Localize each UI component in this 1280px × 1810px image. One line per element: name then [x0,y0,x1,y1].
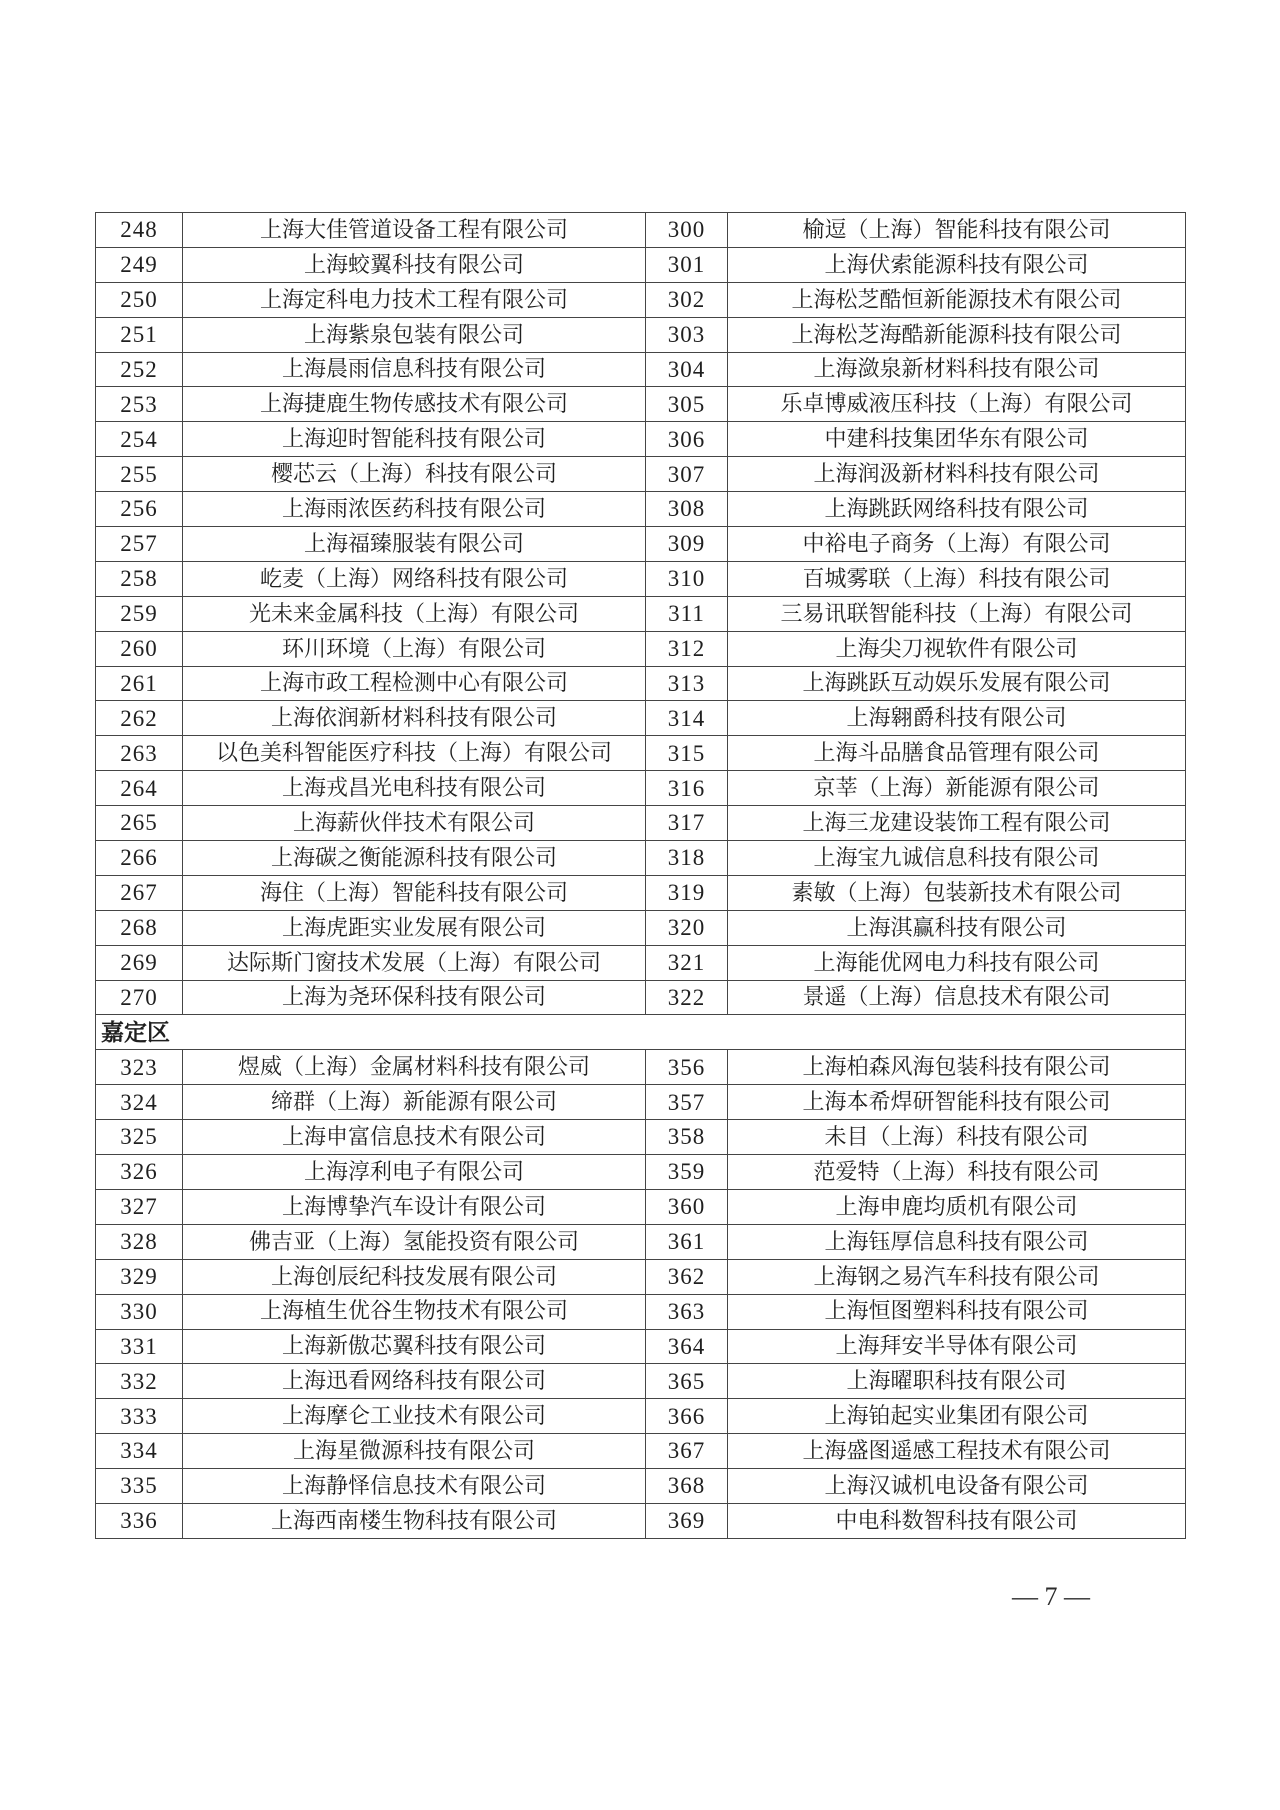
table-row [96,631,1186,666]
table-row [96,1155,1186,1190]
row-number-cell: 312 [646,631,728,666]
row-number-cell: 360 [646,1189,728,1224]
company-name-cell: 京莘（上海）新能源有限公司 [728,771,1186,806]
table-row [96,387,1186,422]
row-number-cell: 270 [96,980,183,1015]
table-row [96,1189,1186,1224]
table-row [96,1399,1186,1434]
row-number-cell: 335 [96,1469,183,1504]
table-row [96,875,1186,910]
company-name-cell: 上海创辰纪科技发展有限公司 [183,1259,646,1294]
table-row [96,1120,1186,1155]
row-number-cell: 307 [646,457,728,492]
row-number-cell: 365 [646,1364,728,1399]
row-number-cell: 330 [96,1294,183,1329]
company-name-cell: 上海福臻服装有限公司 [183,527,646,562]
company-name-cell: 上海摩仑工业技术有限公司 [183,1399,646,1434]
table-row [96,213,1186,248]
company-name-cell: 中裕电子商务（上海）有限公司 [728,527,1186,562]
company-name-cell: 上海市政工程检测中心有限公司 [183,666,646,701]
company-name-cell: 乐卓博威液压科技（上海）有限公司 [728,387,1186,422]
company-name-cell: 榆逗（上海）智能科技有限公司 [728,213,1186,248]
company-name-cell: 樱芯云（上海）科技有限公司 [183,457,646,492]
table-row [96,945,1186,980]
row-number-cell: 336 [96,1503,183,1538]
table-row [96,596,1186,631]
row-number-cell: 334 [96,1434,183,1469]
company-name-cell: 屹麦（上海）网络科技有限公司 [183,561,646,596]
row-number-cell: 316 [646,771,728,806]
row-number-cell: 329 [96,1259,183,1294]
row-number-cell: 253 [96,387,183,422]
row-number-cell: 310 [646,561,728,596]
table-row [96,1224,1186,1259]
page-number: — 7 — [1012,1582,1090,1611]
row-number-cell: 325 [96,1120,183,1155]
company-table [95,212,1186,1539]
company-name-cell: 上海定科电力技术工程有限公司 [183,282,646,317]
company-name-cell: 上海薪伙伴技术有限公司 [183,806,646,841]
table-row [96,457,1186,492]
table-row [96,492,1186,527]
row-number-cell: 315 [646,736,728,771]
company-name-cell: 上海为尧环保科技有限公司 [183,980,646,1015]
table-row [96,841,1186,876]
row-number-cell: 314 [646,701,728,736]
company-name-cell: 以色美科智能医疗科技（上海）有限公司 [183,736,646,771]
row-number-cell: 323 [96,1050,183,1085]
company-name-cell: 煜威（上海）金属材料科技有限公司 [183,1050,646,1085]
company-name-cell: 上海宝九诚信息科技有限公司 [728,841,1186,876]
company-name-cell: 上海盛图遥感工程技术有限公司 [728,1434,1186,1469]
table-row [96,1294,1186,1329]
row-number-cell: 306 [646,422,728,457]
row-number-cell: 362 [646,1259,728,1294]
section-header-cell: 嘉定区 [96,1015,1186,1050]
company-name-cell: 上海钢之易汽车科技有限公司 [728,1259,1186,1294]
company-name-cell: 上海跳跃互动娱乐发展有限公司 [728,666,1186,701]
company-name-cell: 上海三龙建设装饰工程有限公司 [728,806,1186,841]
row-number-cell: 265 [96,806,183,841]
company-name-cell: 上海拜安半导体有限公司 [728,1329,1186,1364]
company-name-cell: 未目（上海）科技有限公司 [728,1120,1186,1155]
table-row [96,247,1186,282]
company-name-cell: 上海碳之衡能源科技有限公司 [183,841,646,876]
row-number-cell: 363 [646,1294,728,1329]
table-row [96,352,1186,387]
table-row [96,561,1186,596]
company-name-cell: 上海恒图塑料科技有限公司 [728,1294,1186,1329]
company-name-cell: 上海曜职科技有限公司 [728,1364,1186,1399]
table-row [96,1364,1186,1399]
company-name-cell: 上海依润新材料科技有限公司 [183,701,646,736]
company-name-cell: 上海大佳管道设备工程有限公司 [183,213,646,248]
company-name-cell: 上海博挚汽车设计有限公司 [183,1189,646,1224]
table-row [96,1469,1186,1504]
company-name-cell: 上海松芝酷恒新能源技术有限公司 [728,282,1186,317]
row-number-cell: 357 [646,1085,728,1120]
company-name-cell: 上海斗品膳食品管理有限公司 [728,736,1186,771]
table-row [96,910,1186,945]
company-name-cell: 上海汉诚机电设备有限公司 [728,1469,1186,1504]
company-name-cell: 佛吉亚（上海）氢能投资有限公司 [183,1224,646,1259]
row-number-cell: 366 [646,1399,728,1434]
row-number-cell: 313 [646,666,728,701]
table-row [96,701,1186,736]
company-name-cell: 上海铂起实业集团有限公司 [728,1399,1186,1434]
company-name-cell: 上海捷鹿生物传感技术有限公司 [183,387,646,422]
company-name-cell: 上海申富信息技术有限公司 [183,1120,646,1155]
row-number-cell: 301 [646,247,728,282]
company-name-cell: 上海迅看网络科技有限公司 [183,1364,646,1399]
table-row [96,736,1186,771]
company-name-cell: 上海淇赢科技有限公司 [728,910,1186,945]
row-number-cell: 308 [646,492,728,527]
row-number-cell: 331 [96,1329,183,1364]
table-row [96,1259,1186,1294]
row-number-cell: 257 [96,527,183,562]
company-name-cell: 中电科数智科技有限公司 [728,1503,1186,1538]
company-name-cell: 上海申鹿均质机有限公司 [728,1189,1186,1224]
table-row [96,422,1186,457]
row-number-cell: 326 [96,1155,183,1190]
row-number-cell: 305 [646,387,728,422]
row-number-cell: 302 [646,282,728,317]
table-row [96,317,1186,352]
row-number-cell: 333 [96,1399,183,1434]
row-number-cell: 254 [96,422,183,457]
row-number-cell: 364 [646,1329,728,1364]
row-number-cell: 300 [646,213,728,248]
row-number-cell: 250 [96,282,183,317]
row-number-cell: 319 [646,875,728,910]
row-number-cell: 356 [646,1050,728,1085]
company-table-body [96,213,1186,1539]
row-number-cell: 358 [646,1120,728,1155]
row-number-cell: 322 [646,980,728,1015]
company-name-cell: 中建科技集团华东有限公司 [728,422,1186,457]
row-number-cell: 304 [646,352,728,387]
table-row [96,666,1186,701]
company-name-cell: 上海能优网电力科技有限公司 [728,945,1186,980]
company-name-cell: 上海淳利电子有限公司 [183,1155,646,1190]
company-name-cell: 上海翱爵科技有限公司 [728,701,1186,736]
row-number-cell: 369 [646,1503,728,1538]
company-name-cell: 上海尖刀视软件有限公司 [728,631,1186,666]
table-row [96,771,1186,806]
company-name-cell: 上海润汲新材料科技有限公司 [728,457,1186,492]
row-number-cell: 262 [96,701,183,736]
table-row [96,1050,1186,1085]
company-name-cell: 百城雾联（上海）科技有限公司 [728,561,1186,596]
table-row [96,282,1186,317]
table-row [96,980,1186,1015]
row-number-cell: 268 [96,910,183,945]
row-number-cell: 260 [96,631,183,666]
company-name-cell: 三易讯联智能科技（上海）有限公司 [728,596,1186,631]
company-name-cell: 上海柏森风海包装科技有限公司 [728,1050,1186,1085]
row-number-cell: 320 [646,910,728,945]
row-number-cell: 256 [96,492,183,527]
row-number-cell: 327 [96,1189,183,1224]
row-number-cell: 263 [96,736,183,771]
row-number-cell: 255 [96,457,183,492]
company-name-cell: 上海紫泉包装有限公司 [183,317,646,352]
company-name-cell: 上海蛟翼科技有限公司 [183,247,646,282]
company-name-cell: 上海松芝海酷新能源科技有限公司 [728,317,1186,352]
row-number-cell: 332 [96,1364,183,1399]
table-row [96,1503,1186,1538]
row-number-cell: 361 [646,1224,728,1259]
row-number-cell: 359 [646,1155,728,1190]
company-name-cell: 上海星微源科技有限公司 [183,1434,646,1469]
row-number-cell: 321 [646,945,728,980]
row-number-cell: 248 [96,213,183,248]
company-name-cell: 上海跳跃网络科技有限公司 [728,492,1186,527]
company-name-cell: 上海本希焊研智能科技有限公司 [728,1085,1186,1120]
company-name-cell: 景遥（上海）信息技术有限公司 [728,980,1186,1015]
row-number-cell: 267 [96,875,183,910]
row-number-cell: 252 [96,352,183,387]
row-number-cell: 318 [646,841,728,876]
row-number-cell: 311 [646,596,728,631]
row-number-cell: 328 [96,1224,183,1259]
table-row [96,1329,1186,1364]
company-name-cell: 素敏（上海）包装新技术有限公司 [728,875,1186,910]
company-name-cell: 上海迎时智能科技有限公司 [183,422,646,457]
company-name-cell: 海住（上海）智能科技有限公司 [183,875,646,910]
table-row [96,1434,1186,1469]
company-name-cell: 范爱特（上海）科技有限公司 [728,1155,1186,1190]
company-name-cell: 上海伏索能源科技有限公司 [728,247,1186,282]
company-name-cell: 上海晨雨信息科技有限公司 [183,352,646,387]
company-name-cell: 上海雨浓医药科技有限公司 [183,492,646,527]
row-number-cell: 261 [96,666,183,701]
company-name-cell: 上海钰厚信息科技有限公司 [728,1224,1186,1259]
company-name-cell: 缔群（上海）新能源有限公司 [183,1085,646,1120]
row-number-cell: 269 [96,945,183,980]
company-name-cell: 上海西南楼生物科技有限公司 [183,1503,646,1538]
row-number-cell: 259 [96,596,183,631]
row-number-cell: 264 [96,771,183,806]
section-header-row [96,1015,1186,1050]
company-name-cell: 上海新傲芯翼科技有限公司 [183,1329,646,1364]
company-name-cell: 上海虎距实业发展有限公司 [183,910,646,945]
table-row [96,1085,1186,1120]
company-name-cell: 上海潋泉新材料科技有限公司 [728,352,1186,387]
table-row [96,806,1186,841]
company-name-cell: 上海植生优谷生物技术有限公司 [183,1294,646,1329]
company-name-cell: 上海戎昌光电科技有限公司 [183,771,646,806]
row-number-cell: 266 [96,841,183,876]
row-number-cell: 317 [646,806,728,841]
row-number-cell: 249 [96,247,183,282]
row-number-cell: 251 [96,317,183,352]
row-number-cell: 258 [96,561,183,596]
company-name-cell: 环川环境（上海）有限公司 [183,631,646,666]
company-name-cell: 光未来金属科技（上海）有限公司 [183,596,646,631]
row-number-cell: 309 [646,527,728,562]
row-number-cell: 367 [646,1434,728,1469]
row-number-cell: 324 [96,1085,183,1120]
company-name-cell: 达际斯门窗技术发展（上海）有限公司 [183,945,646,980]
company-name-cell: 上海静怿信息技术有限公司 [183,1469,646,1504]
row-number-cell: 303 [646,317,728,352]
table-row [96,527,1186,562]
row-number-cell: 368 [646,1469,728,1504]
